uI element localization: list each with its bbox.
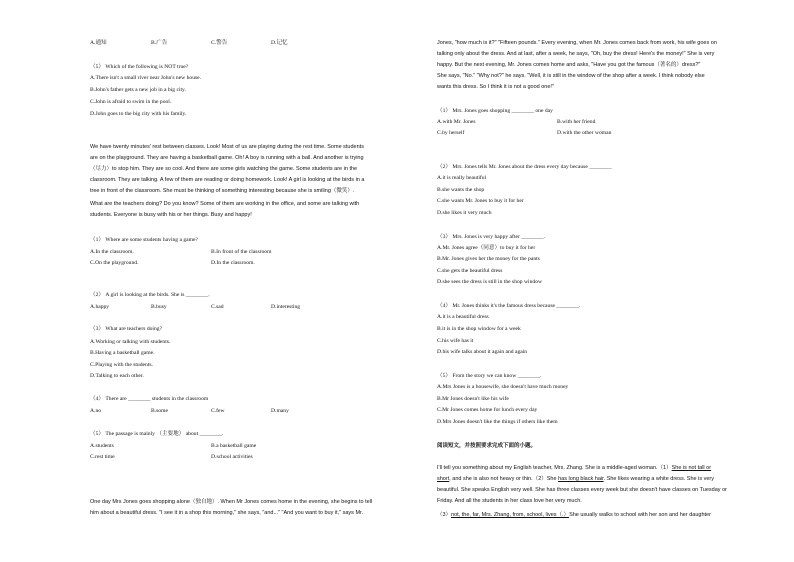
passage-line: him about a beautiful dress. "I see it in a shop this morning," she says, "and..." "And you want to buy it," says Mr.: [90, 510, 364, 516]
passage-line: wants this dress. So I think it is not a good one!": [437, 84, 554, 90]
question-stem: （1） Mrs. Jones goes shopping ________ one day: [437, 108, 553, 114]
section-heading: 阅读短文，并按照要求完成下面的小题。: [437, 443, 537, 449]
passage-line: talking only about the dress. And at last, after a week, he says, "Oh, buy the dress! Here's the money!" She is very: [437, 51, 715, 57]
option: C.sad: [211, 304, 224, 310]
option: B.with her friend: [557, 119, 596, 125]
q4-option-d: D.记忆: [271, 40, 288, 46]
q5-option: A.There isn't a small river near John's new house.: [90, 75, 202, 81]
passage-line: [437, 476, 714, 483]
passage-text: She usually walks to school with her son and her daughter: [569, 512, 711, 518]
passage-line: happy. But the next evening, Mr. Jones comes home and asks, "Have you got the famous（著名的）dress?": [437, 62, 701, 68]
option: B.busy: [151, 304, 167, 310]
passage-line: [437, 512, 711, 519]
right-column: [437, 0, 767, 562]
passage-line: One day Mrs Jones goes shopping alone（独自地）. When Mr Jones comes home in the evening, she begins to tell: [90, 499, 373, 505]
option: B.it is in the shop window for a week: [437, 326, 521, 332]
option: D.she sees the dress is still in the shop window: [437, 279, 543, 285]
option: B.some: [151, 408, 168, 414]
q5-option: B.John's father gets a new job in a big city.: [90, 87, 186, 93]
option: A.Mrs Jones is a housewife, she doesn't have much money: [437, 384, 569, 390]
option: D.with the other woman: [557, 130, 612, 136]
question-stem: （3） Mrs. Jones is very happy after ________.: [437, 234, 545, 240]
option: A.it is a beautiful dress: [437, 314, 489, 320]
underlined-sentence-1: short: [437, 476, 450, 482]
passage-text: （3）: [437, 512, 452, 518]
option: A.no: [90, 408, 102, 414]
option: C.few: [211, 408, 225, 414]
passage-text: . She likes wearing a white dress. She is very: [603, 476, 714, 482]
option: D.she likes it very much: [437, 210, 492, 216]
option: B.Mr Jones doesn't like his wife: [437, 396, 509, 402]
question-stem: （5） The passage is mainly （主要地） about ________.: [90, 431, 224, 437]
option: D.many: [271, 408, 289, 414]
option: B.she wants the shop: [437, 187, 485, 193]
passage-line: classroom. They are talking. A few of them are reading or doing homework. Look! A girl is looking at the birds in a: [90, 177, 365, 183]
option: C.rest time: [90, 454, 115, 460]
passage-line: Friday. And all the students in her class love her very much.: [437, 498, 582, 504]
option: A.students: [90, 443, 114, 449]
option: D.In the classroom.: [211, 260, 255, 266]
option: D.Mrs Jones doesn't like the things if others like them: [437, 419, 558, 425]
passage-line: We have twenty minutes' rest between classes. Look! Most of us are playing during the rest time. Some students: [90, 144, 364, 150]
option: D.interesting: [271, 304, 301, 310]
passage-line: Jones, "how much is it?" "Fifteen pounds." Every evening, when Mr. Jones comes back from work, his wife goes on: [437, 40, 717, 46]
option: A.Working or talking with students.: [90, 339, 171, 345]
passage-line: students. Everyone is busy with his or her things. Busy and happy!: [90, 212, 252, 218]
question-stem: （2） Mrs. Jones tells Mr. Jones about the dress every day because ________: [437, 164, 612, 170]
option: D.school activities: [211, 454, 253, 460]
option: C.she wants Mr. Jones to buy it for her: [437, 198, 524, 204]
option: A.happy: [90, 304, 110, 310]
option: C.On the playground.: [90, 260, 139, 266]
passage-text: I'll tell you something about my English teacher, Mrs. Zhang. She is a middle-aged woman.（1）: [437, 465, 672, 471]
option: A.Mr. Jones agree（同意）to buy it for her: [437, 245, 536, 251]
underlined-sentence-2: has long black hair: [558, 476, 604, 482]
underlined-sentence-1: She is not tall or: [671, 465, 712, 471]
q5-option: C.John is afraid to swim in the pool.: [90, 99, 172, 105]
option: A.In the classroom.: [90, 249, 134, 255]
option: D.Talking to each other.: [90, 373, 144, 379]
option: C.by herself: [437, 130, 465, 136]
passage-line: （尽力）to stop him. They are so cool. And there are some girls watching the game. Some students are in the: [90, 166, 358, 172]
q5-option: D.John goes to the big city with his family.: [90, 111, 187, 117]
passage-line: [437, 465, 711, 472]
question-stem: （3） What are teachers doing?: [90, 326, 163, 332]
option: A.it is really beautiful: [437, 175, 487, 181]
option: C.Playing with the students.: [90, 362, 153, 368]
passage-line: tree in front of the classroom. She must be thinking of something interesting because she is smiling（微笑）.: [90, 188, 355, 194]
question-stem: （4） There are ________ students in the classroom: [90, 396, 209, 402]
q4-option-c: C.警告: [211, 40, 228, 46]
passage-line: beautiful. She speaks English very well. She has three classes every week but she doesn't have classes on Tuesday or: [437, 487, 727, 493]
q4-option-b: B.广告: [151, 40, 168, 46]
scrambled-words: not, the, far, Mrs. Zhang, from, school, lives（.）: [451, 512, 570, 518]
option: B.Having a basketball game.: [90, 350, 155, 356]
question-stem: （1） Where are some students having a game?: [90, 237, 198, 243]
option: B.a basketball game: [211, 443, 257, 449]
passage-line: She says, "No." "Why not?" he says. "Well, it is still in the window of the shop after a week. I think nobody else: [437, 73, 705, 79]
option: B.In front of the classroom: [211, 249, 272, 255]
option: C.his wife has it: [437, 338, 474, 344]
left-column: [90, 0, 430, 562]
passage-text: , and she is also not heavy or thin.（2）She: [449, 476, 559, 482]
question-stem: （5） From the story we can know ________.: [437, 373, 542, 379]
question-stem: （2） A girl is looking at the birds. She is ________.: [90, 292, 210, 298]
q4-option-a: A.通知: [90, 40, 107, 46]
option: D.his wife talks about it again and again: [437, 349, 528, 355]
option: B.Mr. Jones gives her the money for the pants: [437, 256, 540, 262]
passage-line: What are the teachers doing? Do you know? Some of them are working in the office, and some are talking with: [90, 201, 360, 207]
option: A.with Mr. Jones: [437, 119, 476, 125]
q5-stem: （5） Which of the following is NOT true?: [90, 64, 189, 70]
option: C.Mr Jones comes home for lunch every day: [437, 407, 538, 413]
option: C.she gets the beautiful dress: [437, 268, 503, 274]
question-stem: （4） Mr. Jones thinks it's the famous dress because ________.: [437, 303, 581, 309]
passage-line: are on the playground. They are having a basketball game. Oh! A boy is running with a ball. And another is trying: [90, 155, 364, 161]
